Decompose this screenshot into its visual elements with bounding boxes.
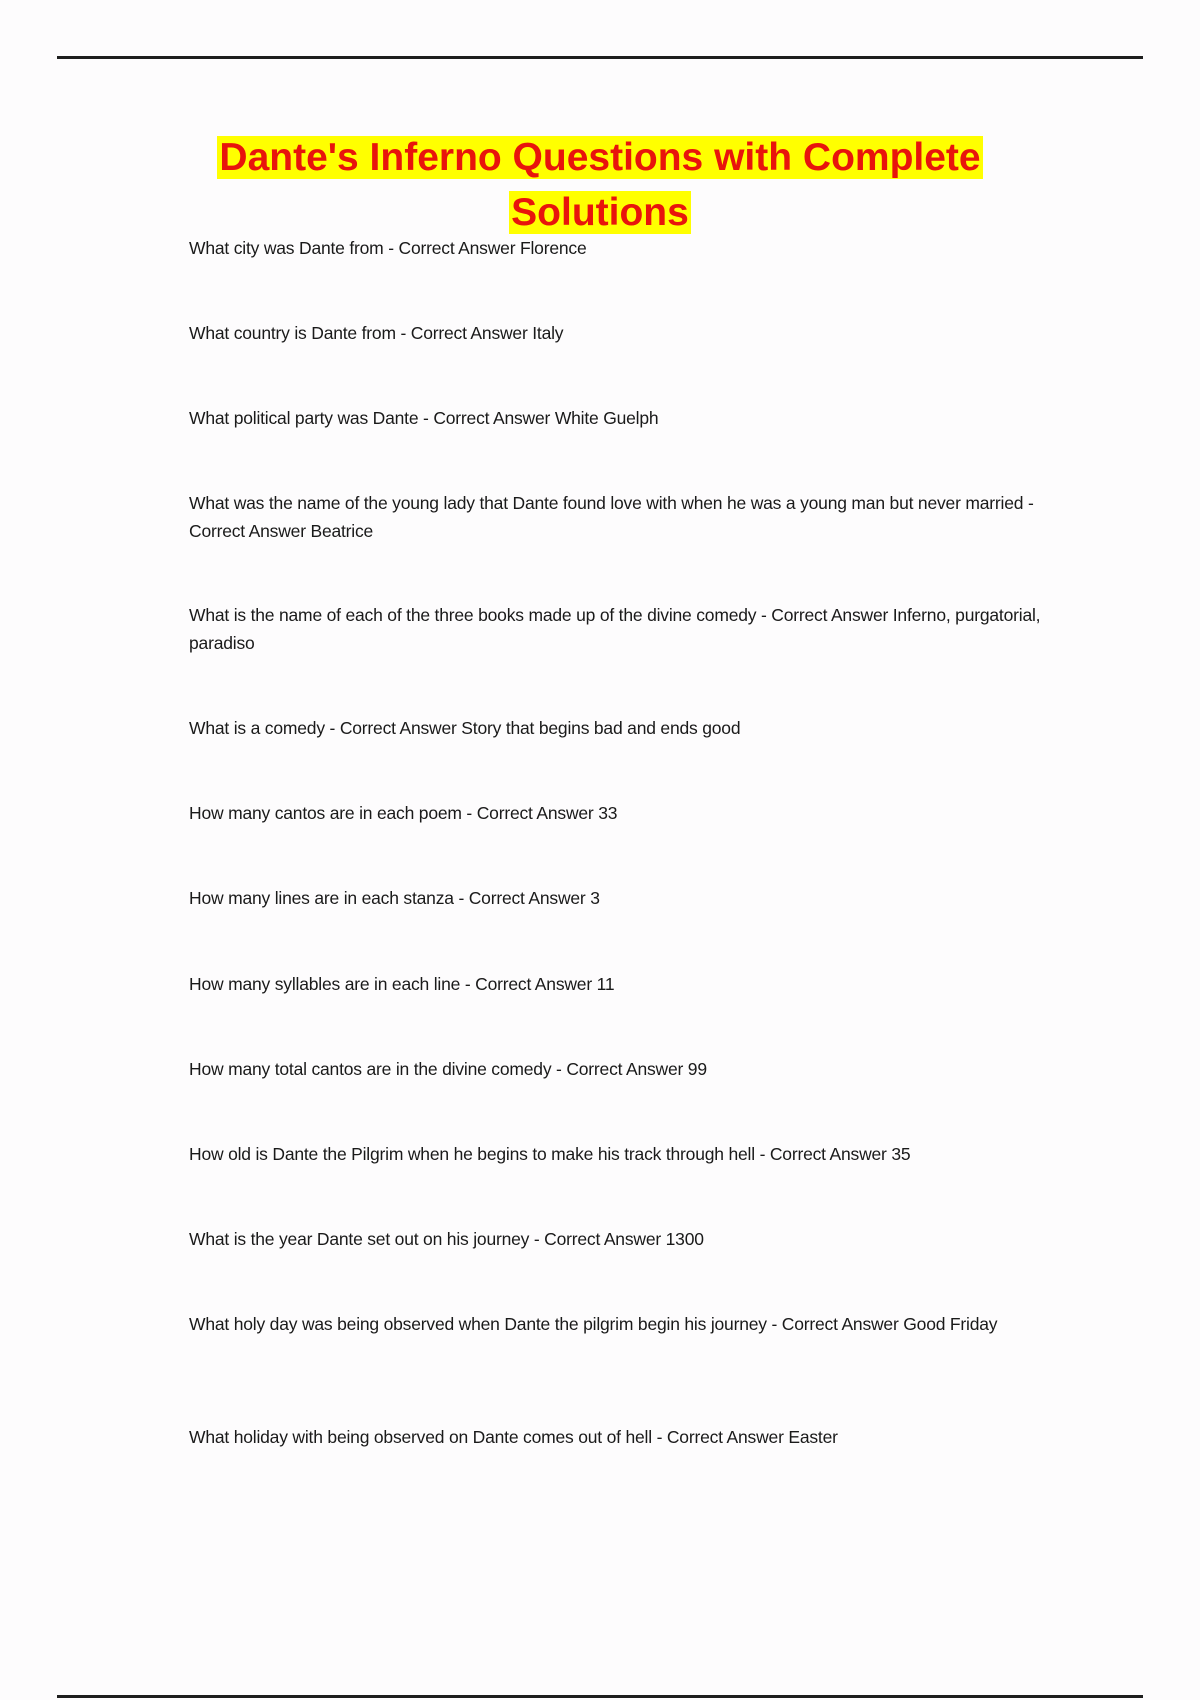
qa-item: What holiday with being observed on Dante comes out of hell - Correct Answer Easter bbox=[189, 1427, 838, 1447]
qa-item: How many syllables are in each line - Correct Answer 11 bbox=[189, 974, 615, 994]
qa-item: How many lines are in each stanza - Correct Answer 3 bbox=[189, 888, 600, 908]
qa-item: What was the name of the young lady that Dante found love with when he was a young man but never married - Correct Answer Beatrice bbox=[189, 493, 1034, 541]
qa-item: What city was Dante from - Correct Answer Florence bbox=[189, 238, 587, 258]
qa-item: What country is Dante from - Correct Answer Italy bbox=[189, 323, 564, 343]
qa-item: What is the year Dante set out on his journey - Correct Answer 1300 bbox=[189, 1229, 704, 1249]
page-title: Dante's Inferno Questions with Complete Solutions bbox=[219, 136, 981, 234]
qa-item: What political party was Dante - Correct Answer White Guelph bbox=[189, 408, 659, 428]
qa-item: What is the name of each of the three books made up of the divine comedy - Correct Answer Inferno, purgatorial, paradiso bbox=[189, 605, 1041, 653]
footer-rule bbox=[57, 1695, 1143, 1698]
qa-item: How many total cantos are in the divine comedy - Correct Answer 99 bbox=[189, 1059, 707, 1079]
qa-item: How many cantos are in each poem - Correct Answer 33 bbox=[189, 803, 618, 823]
qa-item: What holy day was being observed when Dante the pilgrim begin his journey - Correct Answer Good Friday bbox=[189, 1314, 998, 1334]
qa-item: How old is Dante the Pilgrim when he begins to make his track through hell - Correct Answer 35 bbox=[189, 1144, 911, 1164]
header-rule bbox=[57, 56, 1143, 59]
qa-item: What is a comedy - Correct Answer Story that begins bad and ends good bbox=[189, 718, 741, 738]
page-title-block bbox=[150, 134, 1050, 244]
